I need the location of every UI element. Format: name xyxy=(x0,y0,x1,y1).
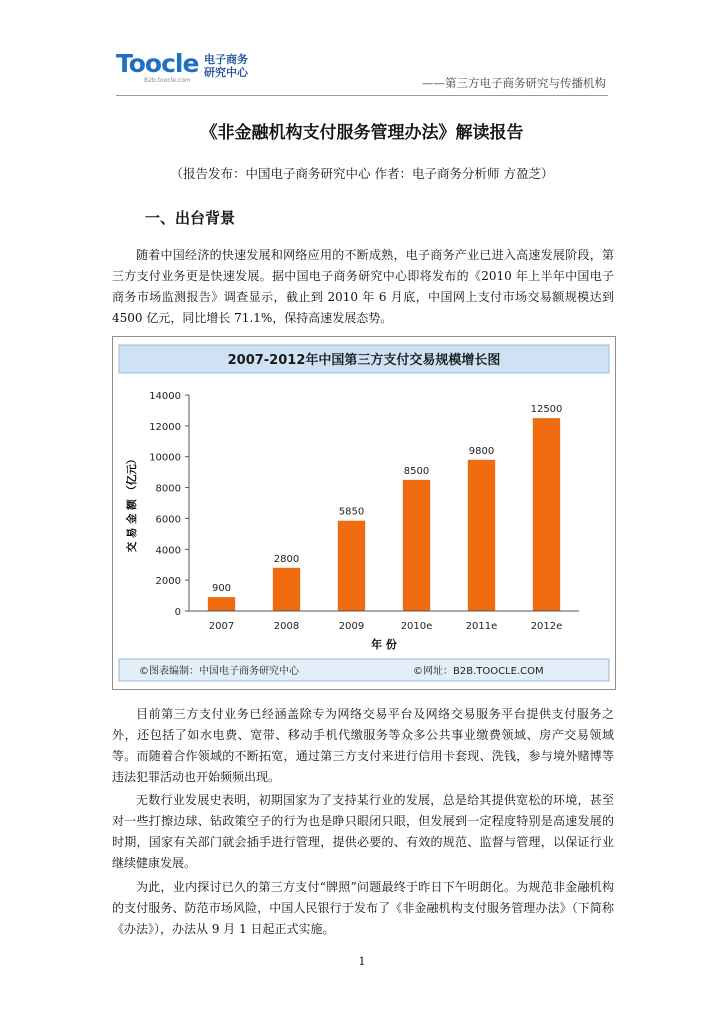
paragraph-3: 无数行业发展史表明，初期国家为了支持某行业的发展，总是给其提供宽松的环境，甚至对一些打擦边球、钻政策空子的行为也是睁只眼闭只眼，但发展到一定程度特别是高速发展的时期，国家有关部门就会插手进行管理，提供必要的、有效的规范、监督与管理，以保证行业继续健康发展。 xyxy=(112,793,614,870)
bar-value-label: 900 xyxy=(211,583,232,595)
x-tick-label: 2012e xyxy=(530,621,563,632)
x-tick-label: 2007 xyxy=(208,621,235,632)
bar-2008 xyxy=(273,568,300,611)
bar-2010e xyxy=(403,480,430,611)
paragraph-2: 目前第三方支付业务已经涵盖除专为网络交易平台及网络交易服务平台提供支付服务之外，还包括了如水电费、宽带、移动手机代缴服务等众多公共事业缴费领域、房产交易领域等。而随着合作领域的不断拓宽，通过第三方支付来进行信用卡套现、洗钱，参与境外赌博等违法犯罪活动也开始频频出现。 xyxy=(112,707,614,784)
logo-cn-line1: 电子商务 xyxy=(204,53,248,66)
x-tick-label: 2008 xyxy=(273,621,300,632)
chart-container xyxy=(112,336,616,690)
x-tick-label: 2010e xyxy=(400,621,433,632)
x-tick-label: 2011e xyxy=(465,621,498,632)
y-tick-label: 8000 xyxy=(155,483,181,495)
header-tagline: ——第三方电子商务研究与传播机构 xyxy=(422,76,606,90)
bar-2007 xyxy=(208,597,235,611)
chart-source-left: ©图表编制：中国电子商务研究中心 xyxy=(139,666,299,677)
y-tick-label: 4000 xyxy=(155,545,181,557)
page-number: 1 xyxy=(358,955,366,968)
toocle-logo xyxy=(116,50,256,88)
chart-source-right: ©网址：B2B.TOOCLE.COM xyxy=(413,666,544,677)
bar-chart xyxy=(113,337,615,689)
paragraph-4: 为此，业内探讨已久的第三方支付“牌照”问题最终于昨日下午明朗化。为规范非金融机构的支付服务、防范市场风险，中国人民银行于发布了《非金融机构支付服务管理办法》（下简称《办法》），办法从 9 月 1 日起正式实施。 xyxy=(112,880,614,936)
x-tick-label: 2009 xyxy=(338,621,365,632)
chart-title: 2007-2012年中国第三方支付交易规模增长图 xyxy=(227,353,501,368)
document-byline: （报告发布：中国电子商务研究中心 作者：电子商务分析师 方盈芝） xyxy=(170,166,554,181)
y-tick-label: 6000 xyxy=(155,514,181,526)
bar-value-label: 8500 xyxy=(403,465,430,477)
header-divider xyxy=(116,95,608,96)
bar-value-label: 2800 xyxy=(273,553,300,565)
y-axis-label: 交 易 金 额 （亿元） xyxy=(126,453,138,553)
paragraph-1: 随着中国经济的快速发展和网络应用的不断成熟，电子商务产业已进入高速发展阶段，第三方支付业务更是快速发展。据中国电子商务研究中心即将发布的《2010 年上半年中国电子商务市场监测报告》调查显示，截止到 2010 年 6 月底，中国网上支付市场交易额规模达到 4500 亿元，同比增长 71.1%，保持高速发展态势。 xyxy=(112,248,614,325)
y-tick-label: 12000 xyxy=(149,421,181,433)
bar-2011e xyxy=(468,460,495,611)
logo-wordmark: Toocle xyxy=(116,49,199,78)
document-title: 《非金融机构支付服务管理办法》解读报告 xyxy=(200,123,524,143)
bar-2012e xyxy=(533,418,560,611)
section-heading: 一、出台背景 xyxy=(145,209,236,227)
y-tick-label: 10000 xyxy=(149,452,181,464)
y-tick-label: 0 xyxy=(174,607,181,618)
bar-value-label: 9800 xyxy=(468,445,495,457)
y-tick-label: 14000 xyxy=(149,391,181,402)
bar-value-label: 5850 xyxy=(338,506,365,518)
logo-cn-line2: 研究中心 xyxy=(204,66,248,79)
x-axis-label: 年 份 xyxy=(371,638,397,651)
bar-2009 xyxy=(338,521,365,611)
y-tick-label: 2000 xyxy=(155,576,181,588)
logo-url: B2b.toocle.com xyxy=(144,77,191,84)
logo-chinese-name xyxy=(204,53,248,79)
bar-value-label: 12500 xyxy=(530,404,563,416)
